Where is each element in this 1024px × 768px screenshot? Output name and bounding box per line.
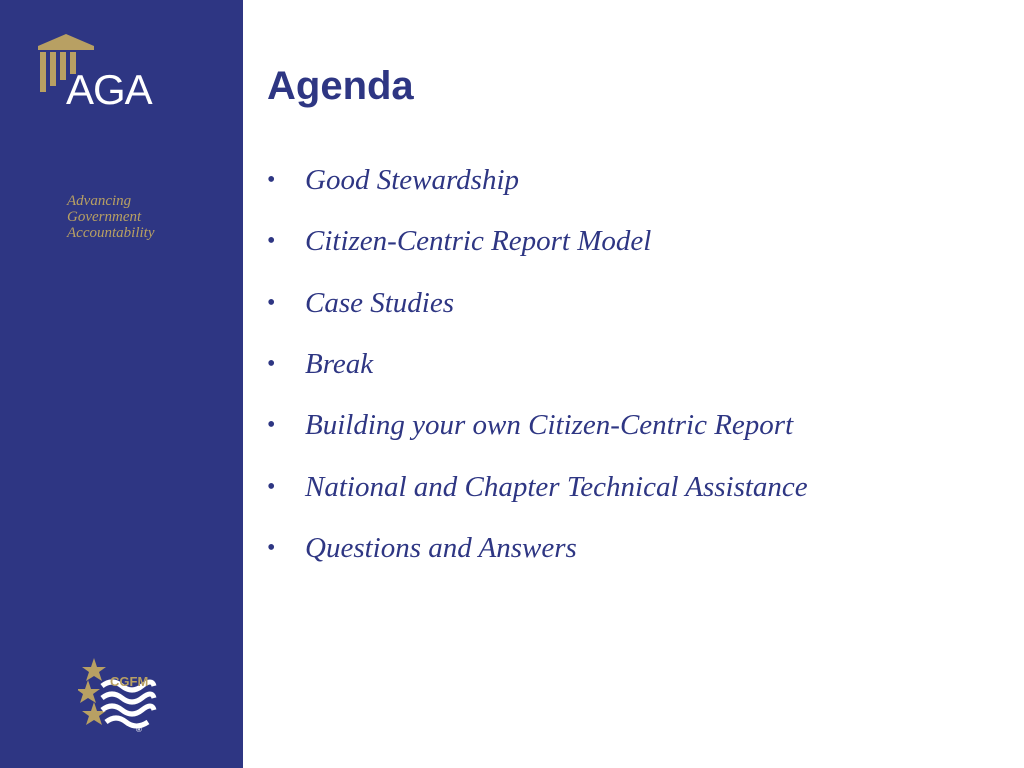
bullet-icon: • [267,289,276,316]
tagline [67,193,154,241]
bullet-icon: • [267,228,276,255]
logo-text: AGA [66,66,152,112]
aga-logo [36,32,196,112]
sidebar-panel [0,0,243,768]
star-icon [78,658,106,725]
agenda-item-text: National and Chapter Technical Assistance [305,470,808,503]
agenda-item-text: Building your own Citizen-Centric Report [305,409,794,442]
list-item [267,395,808,456]
badge-mark: ® [136,725,142,734]
bullet-icon: • [267,412,276,439]
slide-title: Agenda [267,64,414,108]
bullet-icon: • [267,473,276,500]
cgfm-badge [78,656,158,736]
bullet-icon: • [267,351,276,378]
list-item [267,456,808,517]
list-item [267,518,808,579]
list-item [267,211,808,272]
list-item [267,150,808,211]
bullet-icon: • [267,167,276,194]
tagline-line-1: Advancing [67,193,132,209]
agenda-item-text: Questions and Answers [305,531,577,564]
bullet-icon: • [267,534,276,561]
tagline-line-2: Government [67,209,142,225]
list-item [267,334,808,395]
list-item [267,273,808,334]
agenda-item-text: Case Studies [305,286,455,319]
agenda-item-text: Break [305,348,374,381]
badge-text: CGFM [110,674,149,689]
agenda-item-text: Good Stewardship [305,164,520,197]
agenda-list [267,150,808,579]
agenda-item-text: Citizen-Centric Report Model [305,225,652,258]
tagline-line-3: Accountability [67,225,155,241]
